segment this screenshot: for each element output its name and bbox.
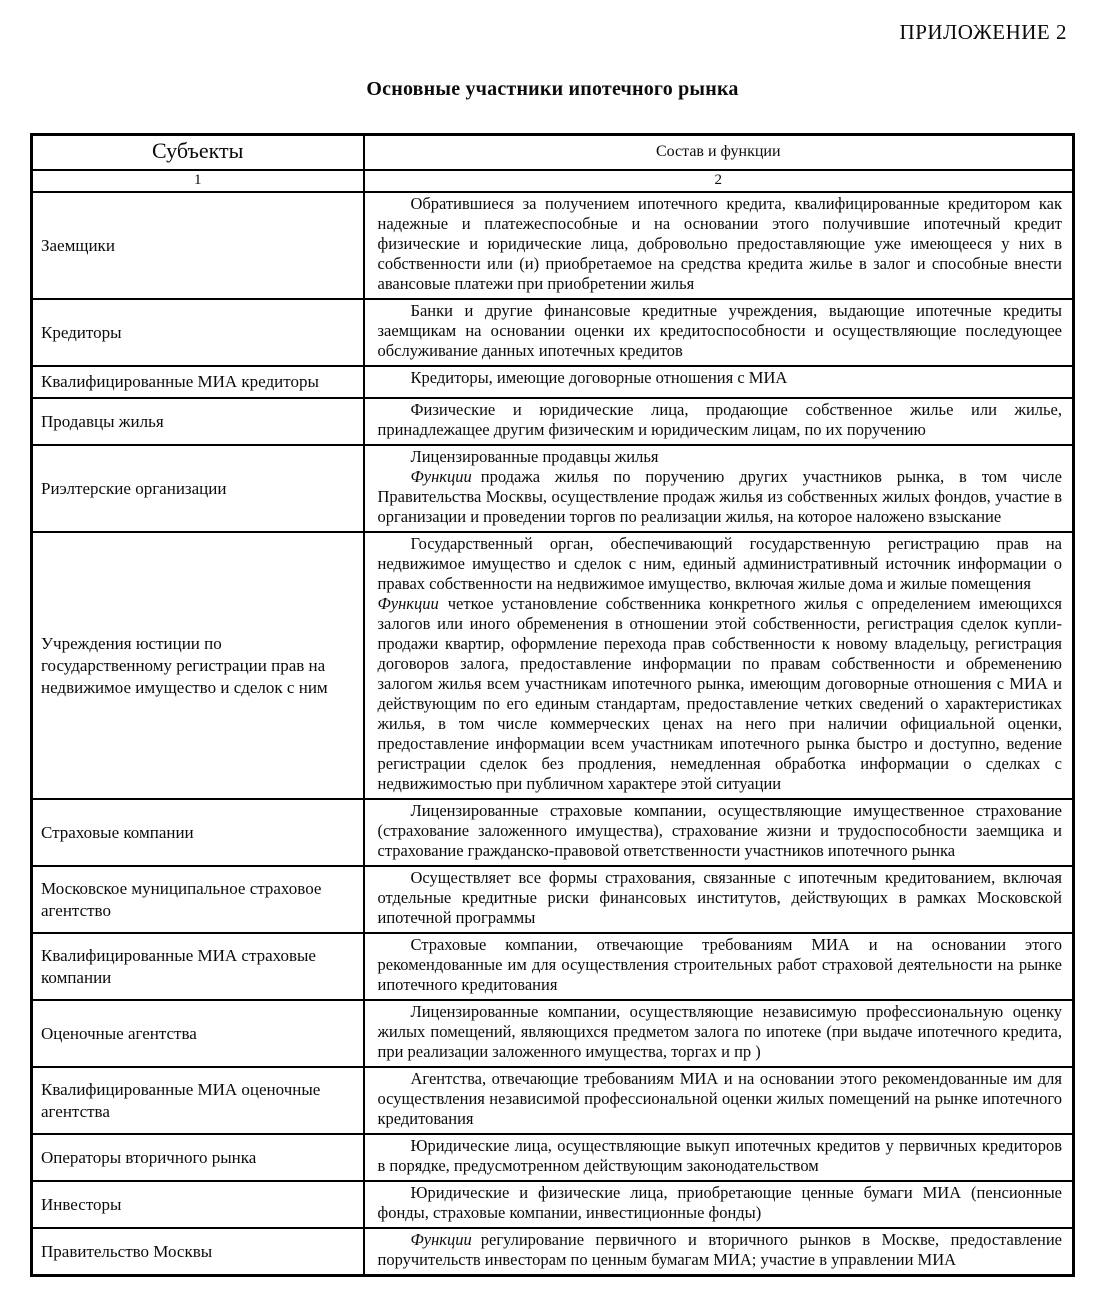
paragraph: Лицензированные компании, осуществляющие независимую профессиональную оценку жилых помещений, являющихся предметом залога по ипотеке (при выдаче ипотечного кредита, при реализации заложенного имущества, торгах и пр ) [377,1002,1062,1061]
subject-cell: Риэлтерские организации [32,445,364,532]
composition-cell [364,445,1074,532]
paragraph: Юридические и физические лица, приобретающие ценные бумаги МИА (пенсионные фонды, страховые компании, инвестиционные фонды) [377,1183,1062,1222]
header-row [32,135,1074,171]
table-row [32,192,1074,299]
table-row [32,1228,1074,1276]
composition-cell [364,1181,1074,1228]
subject-cell: Операторы вторичного рынка [32,1134,364,1181]
subject-cell: Квалифицированные МИА оценочные агентства [32,1067,364,1134]
table-row [32,1000,1074,1067]
paragraph: Страховые компании, отвечающие требованиям МИА и на основании этого рекомендованные им для осуществления строительных работ страховой деятельности на рынке ипотечного кредитования [377,935,1062,994]
composition-cell [364,192,1074,299]
paragraph: Кредиторы, имеющие договорные отношения с МИА [410,368,788,387]
column-number-row [32,170,1074,192]
paragraph: Юридические лица, осуществляющие выкуп ипотечных кредитов у первичных кредиторов в порядке, предусмотренном действующим законодательством [377,1136,1062,1175]
table-row [32,1134,1074,1181]
paragraph: Агентства, отвечающие требованиям МИА и на основании этого рекомендованные им для осуществления независимой профессиональной оценки жилых помещений на рынке ипотечного кредитования [377,1069,1062,1128]
table-body [32,192,1074,1276]
functions-lead-label: Функции [410,467,472,486]
paragraph: Функции регулирование первичного и вторичного рынков в Москве, предоставление поручительств инвесторам по ценным бумагам МИА; участие в управлении МИА [377,1230,1062,1269]
table-row [32,299,1074,366]
table-row [32,1181,1074,1228]
appendix-label: ПРИЛОЖЕНИЕ 2 [899,20,1067,44]
paragraph: Функции продажа жилья по поручению других участников рынка, в том числе Правительства Москвы, осуществление продаж жилья из собственных жилых фондов, участие в организации и проведении торгов по реализации жилья, на которое наложено взыскание [377,467,1062,526]
subject-cell: Продавцы жилья [32,398,364,445]
table-row [32,398,1074,445]
table-row [32,366,1074,398]
table-row [32,1067,1074,1134]
subject-cell: Московское муниципальное страховое агентство [32,866,364,933]
subject-cell: Учреждения юстиции по государственному регистрации прав на недвижимое имущество и сделок с ним [32,532,364,799]
column-header-subjects: Субъекты [32,135,364,171]
subject-cell: Квалифицированные МИА страховые компании [32,933,364,1000]
composition-cell [364,398,1074,445]
subject-cell: Оценочные агентства [32,1000,364,1067]
composition-cell [364,1000,1074,1067]
table-row [32,445,1074,532]
table-head [32,135,1074,193]
paragraph: Функции четкое установление собственника конкретного жилья с определением имеющихся залогов или иного обременения в отношении этой собственности, регистрация сделок купли-продажи квартир, оформление перехода прав собственности к новому владельцу, регистрация договоров залога, предоставление информации по правам собственности и обременению залогом жилья всем участникам ипотечного рынка, имеющим договорные отношения с МИА и действующим по его единым стандартам, предоставление четких сведений о характеристиках жилья, в том числе коммерческих ценах на него при наличии официальной оценки, предоставление информации всем участникам ипотечного рынка быстро и доступно, ведение регистрации сделок без продления, немедленная обработка информации о сделках с недвижимостью при публичном характере этой ситуации [377,594,1062,793]
subject-cell: Инвесторы [32,1181,364,1228]
paragraph: Государственный орган, обеспечивающий государственную регистрацию прав на недвижимое имущество и сделок с ним, единый административный источник информации о правах собственности на недвижимое имущество, включая жилые дома и жилые помещения [377,534,1062,593]
functions-lead-label: Функции [410,1230,472,1249]
page-title: Основные участники ипотечного рынка [366,78,739,100]
table-row [32,933,1074,1000]
composition-cell [364,799,1074,866]
subject-cell: Заемщики [32,192,364,299]
subject-cell: Правительство Москвы [32,1228,364,1276]
subject-cell: Квалифицированные МИА кредиторы [32,366,364,398]
composition-cell [364,933,1074,1000]
composition-cell [364,366,1074,398]
table-row [32,532,1074,799]
table-row [32,799,1074,866]
composition-cell [364,866,1074,933]
composition-cell [364,1067,1074,1134]
participants-table [30,133,1075,1277]
column-number-1: 1 [32,170,364,192]
paragraph: Лицензированные страховые компании, осуществляющие имущественное страхование (страхование заложенного имущества), страхование жизни и трудоспособности заемщика и страхование гражданско-правовой ответственности участников ипотечного рынка [377,801,1062,860]
subject-cell: Кредиторы [32,299,364,366]
composition-cell [364,299,1074,366]
functions-lead-label: Функции [377,594,439,613]
subject-cell: Страховые компании [32,799,364,866]
column-number-2: 2 [364,170,1074,192]
table-row [32,866,1074,933]
column-header-composition: Состав и функции [364,135,1074,171]
paragraph: Обратившиеся за получением ипотечного кредита, квалифицированные кредитором как надежные и платежеспособные и на основании этого получившие ипотечный кредит физические и юридические лица, добровольно предоставляющие уже имеющееся у них в собственности или (и) приобретаемое на средства кредита жилье в залог и способные внести авансовые платежи при приобретении жилья [377,194,1062,293]
paragraph: Банки и другие финансовые кредитные учреждения, выдающие ипотечные кредиты заемщикам на основании оценки их кредитоспособности и осуществляющие последующее обслуживание данных ипотечных кредитов [377,301,1062,360]
composition-cell [364,532,1074,799]
paragraph: Физические и юридические лица, продающие собственное жилье или жилье, принадлежащее другим физическим и юридическим лицам, по их поручению [377,400,1062,439]
composition-cell [364,1134,1074,1181]
composition-cell [364,1228,1074,1276]
paragraph: Лицензированные продавцы жилья [410,447,659,466]
paragraph: Осуществляет все формы страхования, связанные с ипотечным кредитованием, включая отдельные кредитные риски финансовых институтов, действующих в рамках Московской ипотечной программы [377,868,1062,927]
